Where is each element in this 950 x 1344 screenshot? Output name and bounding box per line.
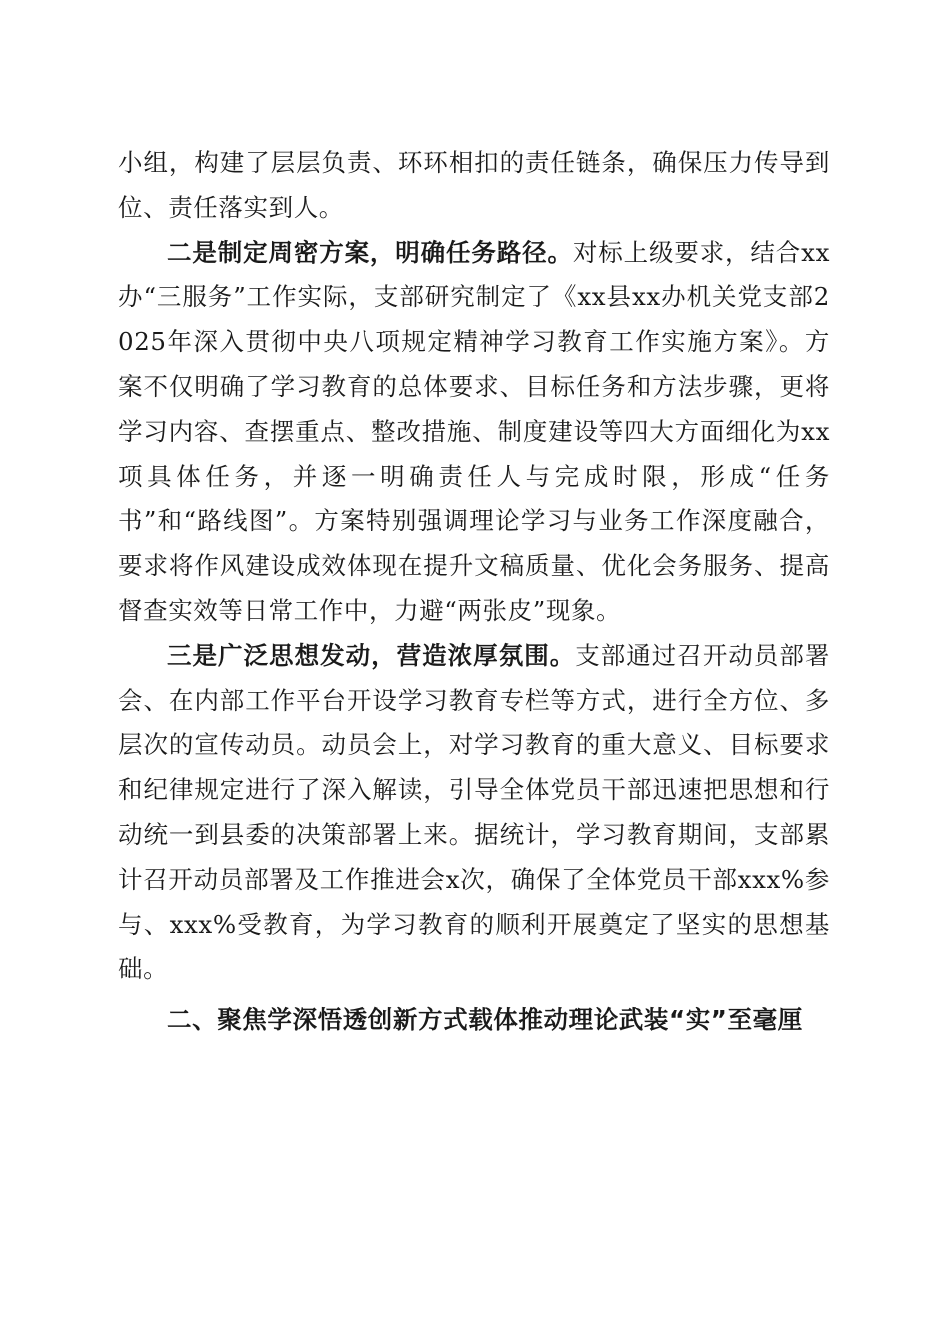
paragraph-mobilization bbox=[118, 634, 830, 992]
paragraph-text: 对标上级要求，结合xx办“三服务”工作实际，支部研究制定了《xx县xx办机关党支部2025年深入贯彻中央八项规定精神学习教育工作实施方案》。方案不仅明确了学习教育的总体要求、目标任务和方法步骤，更将学习内容、查摆重点、整改措施、制度建设等四大方面细化为xx项具体任务，并逐一明确责任人与完成时限，形成“任务书”和“路线图”。方案特别强调理论学习与业务工作深度融合，要求将作风建设成效体现在提升文稿质量、优化会务服务、提高督查实效等日常工作中，力避“两张皮”现象。 bbox=[118, 237, 830, 625]
section-heading: 二、聚焦学深悟透创新方式载体推动理论武装“实”至毫厘 bbox=[167, 1005, 803, 1035]
paragraph-lead: 二是制定周密方案，明确任务路径。 bbox=[167, 237, 573, 267]
paragraph-text: 支部通过召开动员部署会、在内部工作平台开设学习教育专栏等方式，进行全方位、多层次的宣传动员。动员会上，对学习教育的重大意义、目标要求和纪律规定进行了深入解读，引导全体党员干部迅速把思想和行动统一到县委的决策部署上来。据统计，学习教育期间，支部累计召开动员部署及工作推进会x次，确保了全体党员干部xxx%参与、xxx%受教育，为学习教育的顺利开展奠定了坚实的思想基础。 bbox=[118, 640, 830, 984]
paragraph-plan bbox=[118, 231, 830, 634]
document-body bbox=[118, 141, 830, 1043]
paragraph-continuation bbox=[118, 141, 830, 231]
paragraph-lead: 三是广泛思想发动，营造浓厚氛围。 bbox=[167, 640, 576, 670]
paragraph-text: 小组，构建了层层负责、环环相扣的责任链条，确保压力传导到位、责任落实到人。 bbox=[118, 148, 830, 222]
